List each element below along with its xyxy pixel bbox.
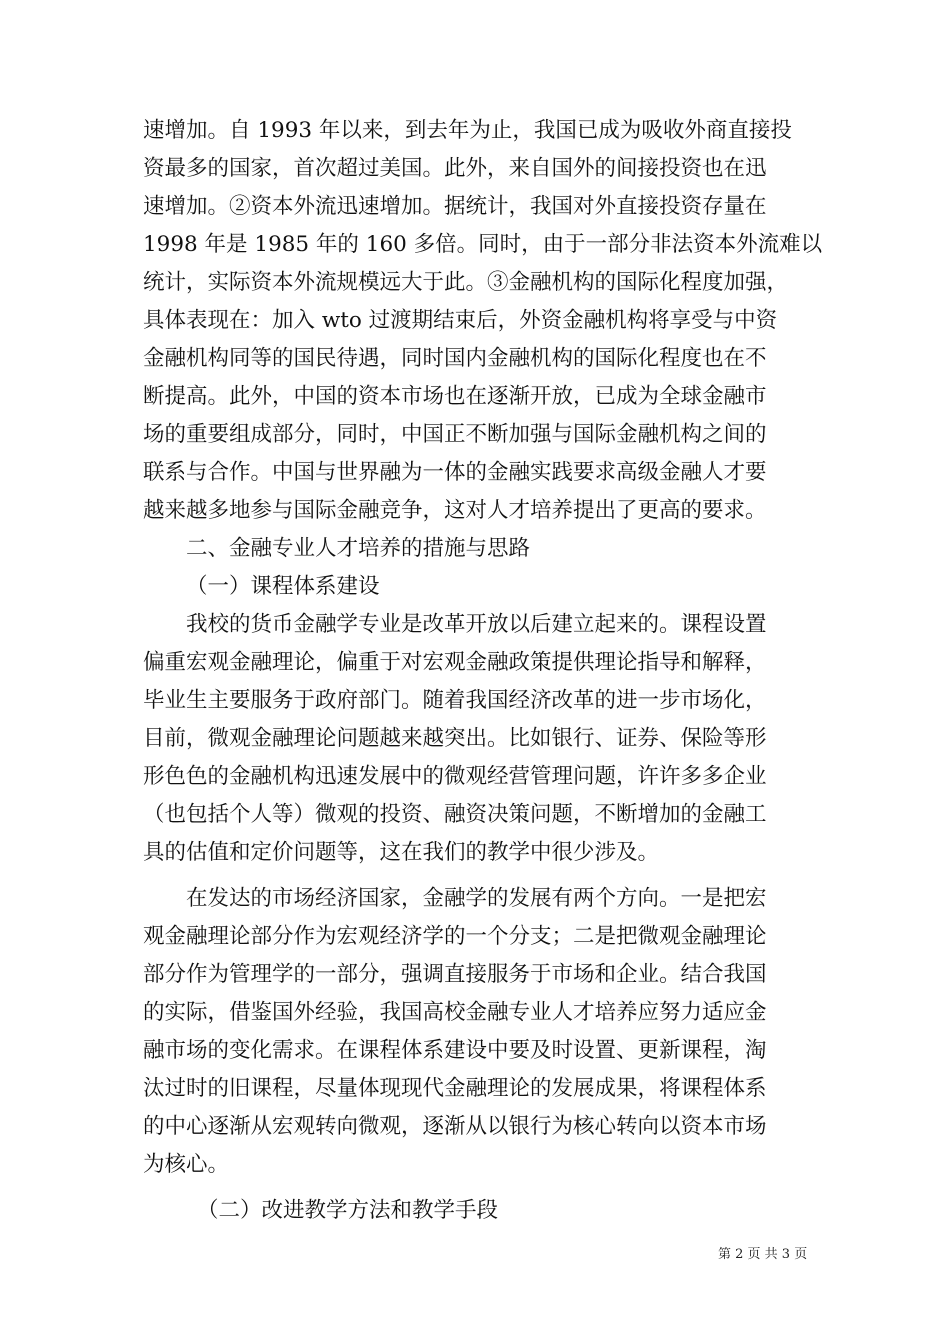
text-line: 汰过时的旧课程，尽量体现现代金融理论的发展成果，将课程体系 (143, 1076, 767, 1101)
text-line: 目前，微观金融理论问题越来越突出。比如银行、证券、保险等形 (143, 726, 767, 751)
text-line: 金融机构同等的国民待遇，同时国内金融机构的国际化程度也在不 (143, 346, 767, 371)
paragraph-spacer (143, 1184, 813, 1192)
text-line: 形色色的金融机构迅速发展中的微观经营管理问题，许许多多企业 (143, 764, 767, 789)
paragraph-spacer (143, 872, 813, 880)
text-line: 具的估值和定价问题等，这在我们的教学中很少涉及。 (143, 840, 660, 865)
text-line: 联系与合作。中国与世界融为一体的金融实践要求高级金融人才要 (143, 460, 767, 485)
text-line: 资最多的国家，首次超过美国。此外，来自国外的间接投资也在迅 (143, 156, 767, 181)
subsection-heading: （一）课程体系建设 (186, 574, 380, 599)
text-line: 具体表现在：加入 wto 过渡期结束后，外资金融机构将享受与中资 (143, 308, 778, 333)
text-line: 观金融理论部分作为宏观经济学的一个分支；二是把微观金融理论 (143, 924, 767, 949)
subsection-heading: （二）改进教学方法和教学手段 (197, 1198, 499, 1223)
text-line: 速增加。自 1993 年以来，到去年为止，我国已成为吸收外商直接投 (143, 118, 792, 143)
text-line: 偏重宏观金融理论，偏重于对宏观金融政策提供理论指导和解释， (143, 650, 767, 675)
paragraph-developed-markets (143, 880, 813, 1184)
paragraph-curriculum (143, 606, 813, 872)
text-line: 1998 年是 1985 年的 160 多倍。同时，由于一部分非法资本外流难以 (143, 232, 823, 257)
text-line: 的中心逐渐从宏观转向微观，逐渐从以银行为核心转向以资本市场 (143, 1114, 767, 1139)
text-line: 部分作为管理学的一部分，强调直接服务于市场和企业。结合我国 (143, 962, 767, 987)
text-line: 为核心。 (143, 1152, 230, 1177)
text-line: （也包括个人等）微观的投资、融资决策问题，不断增加的金融工 (143, 802, 767, 827)
text-line: 的实际，借鉴国外经验，我国高校金融专业人才培养应努力适应金 (143, 1000, 767, 1025)
text-line: 场的重要组成部分，同时，中国正不断加强与国际金融机构之间的 (143, 422, 767, 447)
section-heading: 二、金融专业人才培养的措施与思路 (186, 536, 531, 561)
text-line: 融市场的变化需求。在课程体系建设中要及时设置、更新课程，淘 (143, 1038, 767, 1063)
paragraph-continued (143, 112, 823, 530)
text-line: 在发达的市场经济国家，金融学的发展有两个方向。一是把宏 (186, 886, 767, 911)
page-number-footer: 第 2 页 共 3 页 (718, 1247, 808, 1262)
document-body (143, 112, 823, 1230)
text-line: 速增加。②资本外流迅速增加。据统计，我国对外直接投资存量在 (143, 194, 767, 219)
text-line: 断提高。此外，中国的资本市场也在逐渐开放，已成为全球金融市 (143, 384, 767, 409)
text-line: 越来越多地参与国际金融竞争，这对人才培养提出了更高的要求。 (143, 498, 767, 523)
text-line: 我校的货币金融学专业是改革开放以后建立起来的。课程设置 (186, 612, 767, 637)
text-line: 毕业生主要服务于政府部门。随着我国经济改革的进一步市场化， (143, 688, 767, 713)
text-line: 统计，实际资本外流规模远大于此。③金融机构的国际化程度加强， (143, 270, 789, 295)
